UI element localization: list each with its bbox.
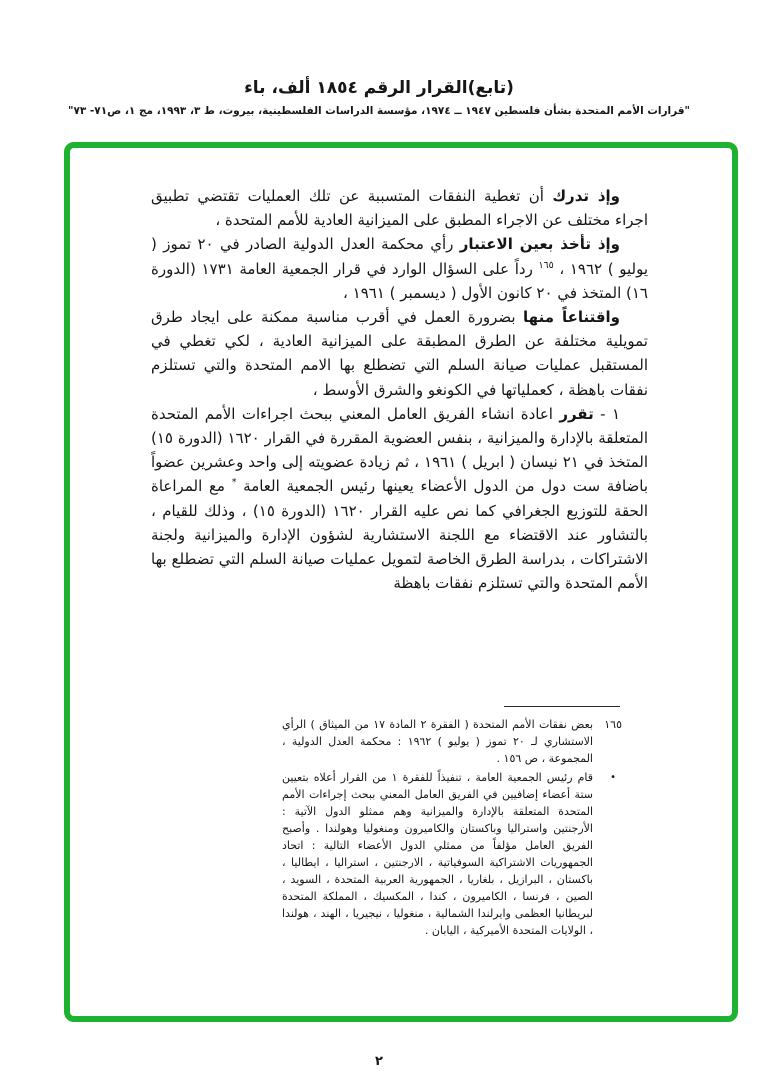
footnote-165 [282,716,622,767]
paragraph-lead: تقرر [559,404,594,423]
footnotes-block [282,716,622,941]
paragraph-text: مع المراعاة الحقة للتوزيع الجغرافي كما نص عليه القرار ١٦٢٠ (الدورة ١٥) ، وذلك للقيام ، بالتشاور عند الاقتضاء مع اللجنة الاستشارية لشؤون الإدارة والميزانية ولجنة الاشتراكات ، بدراسة الطرق الخاصة لتمويل عمليات صيانة السلم التي تضطلع بها الأمم المتحدة والتي تستلزم نفقات باهظة [151,477,648,593]
paragraph-lead: وإذ تدرك [552,187,620,205]
footnote-reference-star: * [231,477,237,489]
paragraph-number: ١ - [593,404,620,423]
preamble-paragraph-1 [151,184,648,232]
footnote-text: قام رئيس الجمعية العامة ، تنفيذاً للفقرة ١ من القرار أعلاه بتعيين ستة أعضاء إضافيين في الفريق العامل المعني ببحث إجراءات الأمم المتحدة المتعلقة بالإدارة والميزانية وهم ممثلو الدول الآتية : الأرجنتين واستراليا وباكستان والكاميرون ومنغوليا وهولندا . وأصبح الفريق العامل مؤلفاً من ممثلي الدول الأعضاء التالية : اتحاد الجمهوريات الاشتراكية السوفياتية ، الارجنتين ، استراليا ، ايطاليا ، باكستان ، البرازيل ، بلغاريا ، الجمهورية العربية المتحدة ، السويد ، الصين ، فرنسا ، الكاميرون ، كندا ، المكسيك ، المملكة المتحدة لبريطانيا العظمى وايرلندا الشمالية ، منغوليا ، نيجيريا ، الهند ، هولندا ، الولايات المتحدة الأميركية ، اليابان . [282,771,593,937]
footnote-marker: ١٦٥ [604,718,622,731]
footnote-text: بعض نفقات الأمم المتحدة ( الفقرة ٢ المادة ١٧ من الميثاق ) الرأي الاستشاري لـ ٢٠ تموز ( يوليو ) ١٩٦٢ : محكمة العدل الدولية ، المجموعة ، ص ١٥٦ . [282,718,593,765]
bullet-marker: • [610,772,616,783]
paragraph-lead: وإذ تأخذ بعين الاعتبار [459,235,620,254]
paragraph-lead: واقتناعاً منها [523,308,620,327]
resolution-title: (تابع)القرار الرقم ١٨٥٤ ألف، باء [244,78,514,98]
paragraph-text: بضرورة العمل في أقرب مناسبة ممكنة على ايجاد طرق تمويلية مختلفة عن الطرق المطبقة على الميزانية العادية ، لكي تغطي في المستقبل عمليات صيانة السلم التي تضطلع بها الامم المتحدة والتي تستلزم نفقات باهظة ، كعملياتها في الكونغو والشرق الأوسط ، [151,308,648,399]
footnote-reference-165: ١٦٥ [538,259,554,271]
resolution-body [151,184,648,595]
paragraph-text: اعادة انشاء الفريق العامل المعني ببحث اجراءات الأمم المتحدة المتعلقة بالإدارة والميزانية ، بنفس العضوية المقررة في القرار ١٦٢٠ (الدورة ١٥) المتخذ في ٢١ نيسان ( ابريل ) ١٩٦١ ، ثم زيادة عضويته إلى واحد وعشرين عضواً باضافة ست دول من الدول الأعضاء يعينها رئيس الجمعية العامة [151,404,649,496]
paragraph-text: أن تغطية النفقات المتسببة عن تلك العمليات تقتضي تطبيق اجراء مختلف عن الاجراء المطبق على الميزانية العادية للأمم المتحدة ، [151,187,648,230]
source-citation: "قرارات الأمم المتحدة بشأن فلسطين ١٩٤٧ ــ ١٩٧٤، مؤسسة الدراسات الفلسطينية، بيروت، ط ٣، ١٩٩٣، مج ١، ص٧١- ٧٣" [67,105,691,117]
preamble-paragraph-2 [151,232,648,305]
footnote-separator [504,706,620,707]
footnote-star [282,769,622,939]
paragraph-text: رأي محكمة العدل الدولية الصادر في ٢٠ تموز ( يوليو ) ١٩٦٢ ، [151,235,648,278]
paragraph-text: رداً على السؤال الوارد في قرار الجمعية العامة ١٧٣١ (الدورة ١٦) المتخذ في ٢٠ كانون الأول ( ديسمبر ) ١٩٦١ ، [151,259,648,302]
page-number: ٢ [375,1054,383,1069]
preamble-paragraph-3 [151,305,648,402]
operative-paragraph-1 [151,402,648,596]
page-header [0,78,758,117]
